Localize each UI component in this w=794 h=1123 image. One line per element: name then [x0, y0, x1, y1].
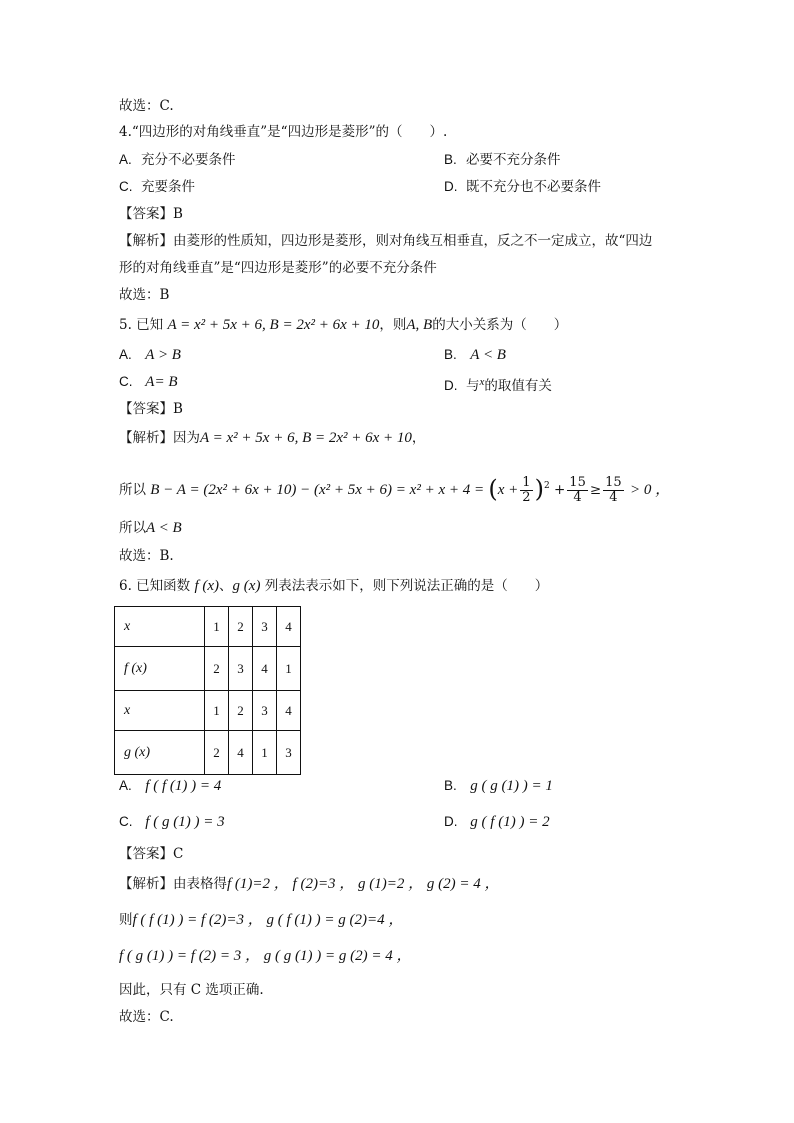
- q6-explanation-line2: 则f ( f (1) ) = f (2)=3 ， g ( f (1) ) = g (2)=4 ，: [119, 912, 404, 928]
- function-value-table: [114, 606, 301, 775]
- table-cell: 1: [205, 607, 229, 647]
- table-cell: 3: [277, 731, 301, 775]
- q4-option-c: C. 充要条件: [119, 179, 195, 195]
- q4-selection: 故选：B: [119, 287, 170, 303]
- q4-answer: 【答案】B: [119, 206, 183, 222]
- table-cell: 4: [253, 647, 277, 691]
- q5-option-c: C. A= B: [119, 374, 178, 390]
- q6-option-c: C. f ( g (1) ) = 3: [119, 814, 225, 830]
- table-row-header: x: [115, 691, 205, 731]
- q6-only-statement: 因此，只有 C 选项正确.: [119, 982, 264, 998]
- q5-conclusion: 所以A < B: [119, 520, 182, 536]
- q4-explanation-line1: 【解析】由菱形的性质知，四边形是菱形，则对角线互相垂直，反之不一定成立，故“四边: [119, 233, 653, 249]
- table-cell: 2: [229, 607, 253, 647]
- table-cell: 3: [229, 647, 253, 691]
- q6-explanation-line3: f ( g (1) ) = f (2) = 3 ， g ( g (1) ) = g (2) = 4 ，: [119, 948, 412, 964]
- table-cell: 2: [229, 691, 253, 731]
- table-row-header: f (x): [115, 647, 205, 691]
- question-5: 5. 已知 A = x² + 5x + 6, B = 2x² + 6x + 10，则A, B的大小关系为（ ）: [119, 317, 568, 333]
- q6-selection: 故选：C.: [119, 1009, 174, 1025]
- table-row: [115, 607, 301, 647]
- q5-explanation-line1: 【解析】因为A = x² + 5x + 6, B = 2x² + 6x + 10，: [119, 430, 426, 446]
- table-row: [115, 691, 301, 731]
- question-4: 4.“四边形的对角线垂直”是“四边形是菱形”的（ ）.: [119, 124, 448, 140]
- table-cell: 4: [229, 731, 253, 775]
- q4-option-a: A. 充分不必要条件: [119, 152, 236, 168]
- q5-selection: 故选：B.: [119, 548, 174, 564]
- table-row-header: g (x): [115, 731, 205, 775]
- table-cell: 1: [205, 691, 229, 731]
- table-cell: 3: [253, 691, 277, 731]
- fraction-one-half: $\frac{1}{2}$: [522, 475, 531, 505]
- table-cell: 4: [277, 691, 301, 731]
- answer-selection-q3: 故选：C.: [119, 98, 174, 114]
- q4-option-d: D. 既不充分也不必要条件: [444, 179, 601, 195]
- q6-explanation-line1: 【解析】由表格得f (1)=2 ， f (2)=3 ， g (1)=2 ， g (2) = 4 ，: [119, 876, 500, 892]
- table-row: [115, 731, 301, 775]
- q6-option-d: D. g ( f (1) ) = 2: [444, 814, 550, 830]
- q6-option-a: A. f ( f (1) ) = 4: [119, 778, 222, 794]
- table-cell: 1: [277, 647, 301, 691]
- table-cell: 3: [253, 607, 277, 647]
- q4-explanation-line2: 形的对角线垂直”是“四边形是菱形”的必要不充分条件: [119, 260, 437, 276]
- question-6: 6. 已知函数 f (x)、g (x) 列表法表示如下，则下列说法正确的是（ ）: [119, 578, 549, 594]
- table-cell: 2: [205, 647, 229, 691]
- fraction-fifteen-fourths-a: $\frac{15}{4}$: [569, 475, 586, 505]
- q4-option-b: B. 必要不充分条件: [444, 152, 561, 168]
- q6-option-b: B. g ( g (1) ) = 1: [444, 778, 553, 794]
- fraction-fifteen-fourths-b: $\frac{15}{4}$: [605, 475, 622, 505]
- table-cell: 4: [277, 607, 301, 647]
- q5-option-a: A. A > B: [119, 347, 181, 363]
- table-cell: 2: [205, 731, 229, 775]
- q5-option-b: B. A < B: [444, 347, 506, 363]
- q5-option-d: D. 与$^x$的取值有关: [444, 376, 552, 394]
- table-row: [115, 647, 301, 691]
- q5-answer: 【答案】B: [119, 401, 183, 417]
- q5-explanation-line2: 所以 B − A = (2x² + 6x + 10) − (x² + 5x + 6) = x² + x + 4 = (x + $\frac{1}{2}$ )$^2$ + $\frac{15}{4}$ ≥ $\frac{15}{4}$ > 0 ，: [119, 475, 671, 505]
- q6-answer: 【答案】C: [119, 846, 184, 862]
- table-cell: 1: [253, 731, 277, 775]
- table-row-header: x: [115, 607, 205, 647]
